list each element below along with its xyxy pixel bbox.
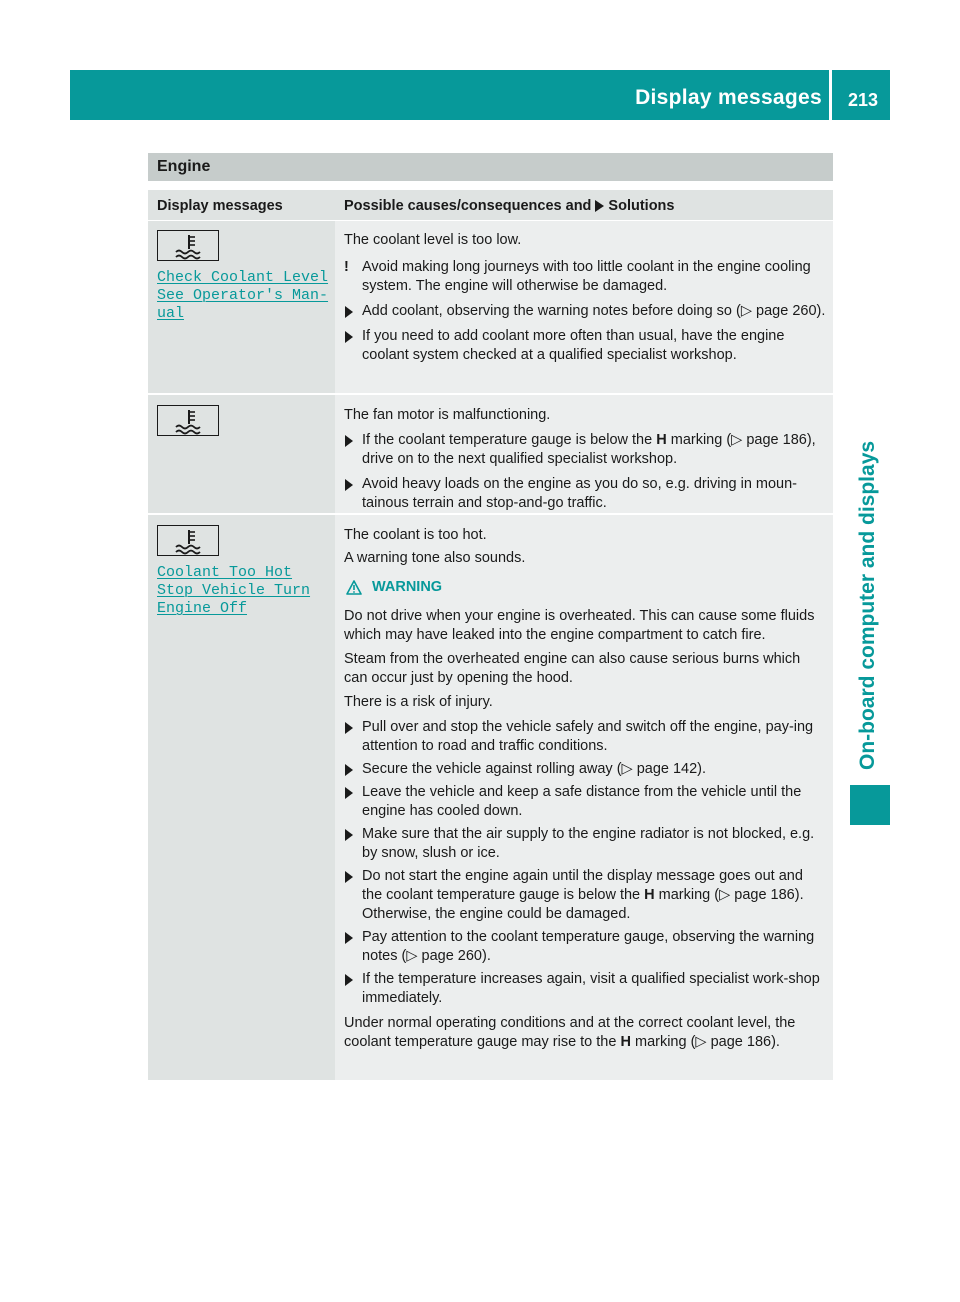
- solution-item: [344, 431, 827, 469]
- cause-text: The fan motor is malfunctioning.: [344, 407, 551, 423]
- solution-item: [344, 718, 827, 756]
- header-divider: [829, 70, 832, 120]
- solution-text: Pull over and stop the vehicle safely and switch off the engine, pay‐ing attention to road and traffic conditions.: [362, 719, 814, 754]
- note-item: [344, 258, 827, 296]
- gauge-marking: H: [656, 432, 667, 448]
- action-arrow-icon: [344, 928, 362, 966]
- solution-text: Leave the vehicle and keep a safe distance from the vehicle until the engine has cooled down.: [362, 784, 802, 819]
- coolant-temperature-icon: [157, 525, 219, 556]
- display-message-line: Check Coolant Level: [157, 269, 329, 286]
- warning-text: Do not drive when your engine is overheated. This can cause some fluids which may have leaked into the engine compartment to catch fire.: [344, 608, 815, 643]
- solution-text: Secure the vehicle against rolling away (▷ page 142).: [362, 761, 707, 777]
- warning-heading: [346, 578, 827, 597]
- action-arrow-icon: [344, 867, 362, 924]
- table-row: [148, 395, 833, 515]
- solution-text-part: Do not start the engine again until the display message goes out and the coolant temperature gauge is below the: [362, 868, 803, 903]
- col-header-display-messages: Display messages: [157, 198, 283, 214]
- solution-text: Make sure that the air supply to the engine radiator is not blocked, e.g. by snow, slush or ice.: [362, 826, 815, 861]
- action-arrow-icon: [344, 825, 362, 863]
- display-messages-table: [148, 190, 833, 1082]
- table-row: [148, 221, 833, 395]
- display-message-line: ual: [157, 305, 185, 322]
- display-message-cell: [148, 221, 335, 393]
- solution-item: [344, 825, 827, 863]
- col-header-solutions-text: Solutions: [608, 198, 675, 214]
- solution-text-part: marking (▷ page 186), drive on to the next qualified specialist workshop.: [362, 432, 816, 467]
- solution-text: [362, 431, 827, 469]
- gauge-marking: H: [644, 887, 655, 903]
- display-message-cell: [148, 515, 335, 1080]
- solution-text: Pay attention to the coolant temperature gauge, observing the warning notes (▷ page 260).: [362, 929, 815, 964]
- closing-text: [344, 1014, 827, 1052]
- solution-item: [344, 970, 827, 1008]
- table-row: [148, 515, 833, 1082]
- solution-text: [362, 867, 827, 924]
- action-arrow-icon: [344, 783, 362, 821]
- cause-text: The coolant level is too low.: [344, 232, 522, 248]
- causes-cell: [335, 515, 833, 1080]
- action-arrow-icon: [344, 970, 362, 1008]
- page-number: 213: [847, 90, 879, 110]
- solution-item: [344, 928, 827, 966]
- coolant-temperature-icon: [157, 405, 219, 436]
- display-message-line: See Operator's Man‐: [157, 287, 329, 304]
- solution-item: [344, 760, 827, 779]
- action-arrow-icon: [344, 431, 362, 469]
- action-arrow-icon: [344, 302, 362, 321]
- warning-label: WARNING: [372, 579, 443, 595]
- solution-text: If you need to add coolant more often than usual, have the engine coolant system checked at a qualified specialist workshop.: [362, 328, 785, 363]
- warning-triangle-icon: [346, 580, 362, 595]
- display-message-line: Engine Off: [157, 600, 248, 617]
- closing-text-part: marking (▷ page 186).: [634, 1034, 780, 1050]
- display-message-line: Coolant Too Hot: [157, 564, 293, 581]
- cause-text: The coolant is too hot.: [344, 527, 487, 543]
- display-message-line: Stop Vehicle Turn: [157, 582, 311, 599]
- warning-text: There is a risk of injury.: [344, 694, 493, 710]
- note-text: Avoid making long journeys with too little coolant in the engine cooling system. The engine will otherwise be damaged.: [362, 259, 811, 294]
- solution-text-part: If the coolant temperature gauge is below the: [362, 432, 653, 448]
- causes-cell: [335, 221, 833, 393]
- solution-text-part: marking (▷ page 186). Otherwise, the engine could be damaged.: [362, 887, 804, 922]
- section-title: Engine: [157, 158, 211, 175]
- solution-text: Avoid heavy loads on the engine as you do so, e.g. driving in moun‐tainous terrain and stop-and-go traffic.: [362, 476, 798, 511]
- solution-text: Add coolant, observing the warning notes before doing so (▷ page 260).: [362, 303, 826, 319]
- table-header: [148, 190, 833, 221]
- coolant-temperature-icon: [157, 230, 219, 261]
- side-tab-label: On-board computer and displays: [856, 440, 879, 770]
- solution-item: [344, 327, 827, 365]
- warning-text: Steam from the overheated engine can also cause serious burns which can occur just by opening the hood.: [344, 651, 801, 686]
- solution-item: [344, 867, 827, 924]
- exclamation-icon: !: [344, 259, 349, 275]
- cause-text: A warning tone also sounds.: [344, 550, 526, 566]
- causes-cell: [335, 395, 833, 513]
- action-arrow-icon: [344, 760, 362, 779]
- gauge-marking: H: [620, 1034, 631, 1050]
- solution-text: If the temperature increases again, visit a qualified specialist work‐shop immediately.: [362, 971, 820, 1006]
- header-title: Display messages: [635, 86, 822, 109]
- section-title-bar: [148, 153, 833, 181]
- action-arrow-icon: [344, 475, 362, 513]
- side-tab-block: [850, 785, 890, 825]
- display-message-cell: [148, 395, 335, 513]
- closing-text-part: Under normal operating conditions and at the correct coolant level, the coolant temperature gauge may rise to the: [344, 1015, 796, 1050]
- action-arrow-icon: [344, 718, 362, 756]
- solution-item: [344, 475, 827, 513]
- solution-item: [344, 783, 827, 821]
- action-arrow-icon: [344, 327, 362, 365]
- action-arrow-icon: [595, 200, 604, 212]
- col-header-causes-text: Possible causes/consequences and: [344, 198, 592, 214]
- col-header-causes: [335, 190, 833, 220]
- solution-item: [344, 302, 827, 321]
